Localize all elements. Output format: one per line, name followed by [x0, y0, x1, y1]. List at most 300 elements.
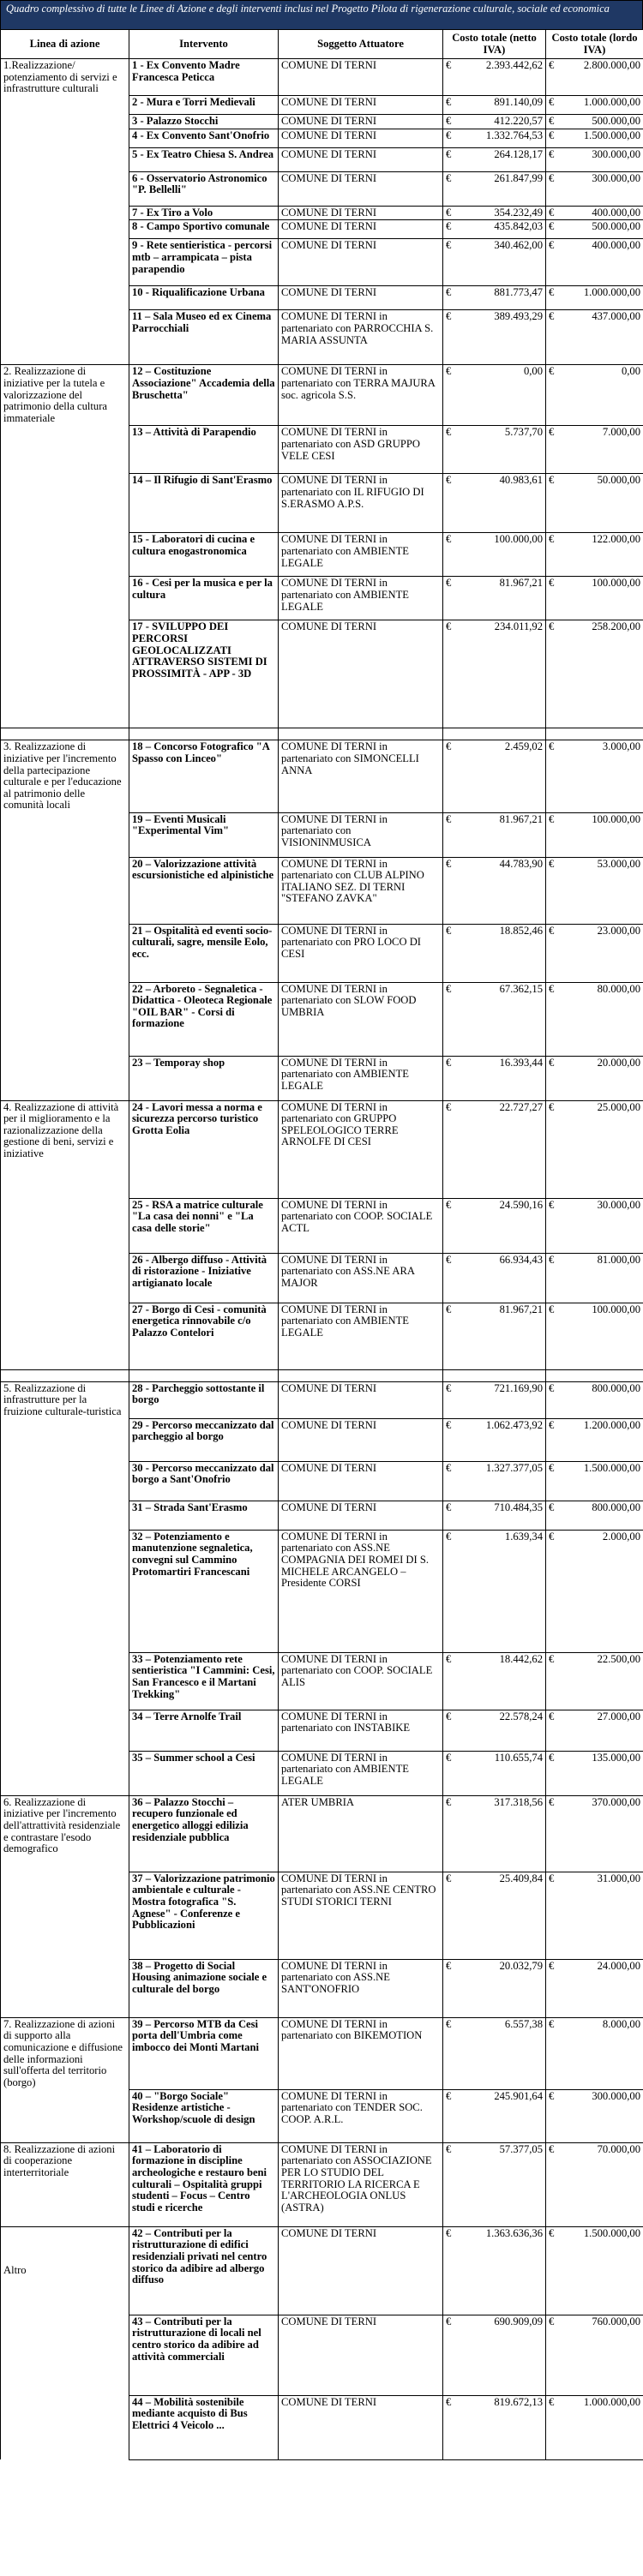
costo-netto-cell [443, 924, 546, 982]
linea-azione-cell [1, 533, 129, 577]
linea-azione-cell [1, 426, 129, 474]
intervento-cell: 34 – Terre Arnolfe Trail [129, 1710, 279, 1751]
intervento-cell: 5 - Ex Teatro Chiesa S. Andrea [129, 147, 279, 171]
costo-lordo-cell [546, 812, 643, 857]
linea-azione-cell [1, 1751, 129, 1795]
soggetto-cell: COMUNE DI TERNI [279, 206, 443, 220]
table-row [1, 812, 643, 857]
linea-azione-cell [1, 1530, 129, 1652]
costo-lordo-cell [546, 533, 643, 577]
currency-symbol: € [446, 2142, 452, 2155]
currency-symbol: € [446, 2089, 452, 2102]
costo-lordo-cell [546, 1056, 643, 1100]
soggetto-cell: COMUNE DI TERNI [279, 2315, 443, 2395]
intervento-cell: 27 - Borgo di Cesi - comunità energetica rinnovabile c/o Palazzo Contelori [129, 1303, 279, 1369]
intervento-cell: 14 – Il Rifugio di Sant'Erasmo [129, 474, 279, 533]
costo-lordo-cell [546, 577, 643, 620]
amount-value: 30.000,00 [597, 1198, 640, 1211]
costo-lordo-cell [546, 115, 643, 129]
table-row [1, 1461, 643, 1501]
linea-azione-cell [1, 2315, 129, 2395]
table-row [1, 206, 643, 220]
amount-value: 53.000,00 [597, 857, 640, 870]
currency-symbol: € [446, 310, 452, 323]
amount-value: 40.983,61 [499, 474, 543, 487]
currency-symbol: € [446, 740, 452, 753]
linea-azione-cell [1, 1501, 129, 1530]
costo-lordo-cell [546, 286, 643, 310]
soggetto-cell: COMUNE DI TERNI in partenariato con AMBIENTE LEGALE [279, 577, 443, 620]
linea-azione-cell [1, 620, 129, 728]
table-row [1, 1501, 643, 1530]
currency-symbol: € [549, 1056, 555, 1069]
soggetto-cell: COMUNE DI TERNI in partenariato con CLUB ALPINO ITALIANO SEZ. DI TERNI "STEFANO ZAVKA" [279, 857, 443, 924]
amount-value: 340.462,00 [494, 239, 543, 252]
costo-lordo-cell [546, 1100, 643, 1198]
currency-symbol: € [446, 1303, 452, 1315]
soggetto-cell: COMUNE DI TERNI in partenariato con AMBIENTE LEGALE [279, 1303, 443, 1369]
amount-value: 27.000,00 [597, 1710, 640, 1722]
intervento-cell: 18 – Concorso Fotografico "A Spasso con Linceo" [129, 740, 279, 812]
soggetto-cell: ATER UMBRIA [279, 1795, 443, 1872]
costo-lordo-cell [546, 310, 643, 365]
intervento-cell: 29 - Percorso meccanizzato dal parcheggio al borgo [129, 1418, 279, 1461]
currency-symbol: € [549, 740, 555, 753]
intervento-cell: 31 – Strada Sant'Erasmo [129, 1501, 279, 1530]
amount-value: 122.000,00 [592, 533, 640, 546]
currency-symbol: € [549, 220, 555, 233]
soggetto-cell: COMUNE DI TERNI in partenariato con BIKEMOTION [279, 2017, 443, 2089]
intervento-cell: 40 – "Borgo Sociale" Residenze artistiche - Workshop/scuole di design [129, 2089, 279, 2142]
amount-value: 100.000,00 [592, 1303, 640, 1315]
currency-symbol: € [549, 2226, 555, 2239]
costo-lordo-cell [546, 740, 643, 812]
costo-netto-cell [443, 1418, 546, 1461]
linea-azione-cell [1, 577, 129, 620]
amount-value: 1.062.473,92 [485, 1418, 543, 1431]
amount-value: 20.032,79 [499, 1959, 543, 1972]
linea-azione-cell [1, 1872, 129, 1959]
costo-netto-cell [443, 147, 546, 171]
costo-netto-cell [443, 1253, 546, 1303]
intervento-cell: 33 – Potenziamento rete sentieristica "I Cammini: Cesi, San Francesco e il Martani Trekking" [129, 1652, 279, 1710]
costo-lordo-cell [546, 1959, 643, 2017]
currency-symbol: € [446, 206, 452, 219]
costo-netto-cell [443, 1369, 546, 1381]
amount-value: 23.000,00 [597, 924, 640, 937]
costo-lordo-cell [546, 1652, 643, 1710]
amount-value: 100.000,00 [592, 812, 640, 825]
soggetto-cell: COMUNE DI TERNI [279, 620, 443, 728]
costo-lordo-cell [546, 620, 643, 728]
currency-symbol: € [446, 1872, 452, 1884]
table-row [1, 1959, 643, 2017]
amount-value: 400.000,00 [592, 206, 640, 219]
header-linea-azione: Linea di azione [1, 30, 129, 59]
soggetto-cell: COMUNE DI TERNI [279, 96, 443, 115]
amount-value: 1.200.000,00 [583, 1418, 640, 1431]
costo-netto-cell [443, 1795, 546, 1872]
table-row [1, 310, 643, 365]
costo-lordo-cell [546, 2395, 643, 2459]
currency-symbol: € [446, 147, 452, 160]
costo-lordo-cell [546, 1501, 643, 1530]
currency-symbol: € [446, 171, 452, 184]
soggetto-cell: COMUNE DI TERNI [279, 239, 443, 286]
costo-netto-cell [443, 59, 546, 96]
amount-value: 0,00 [621, 365, 640, 378]
intervento-cell: 24 - Lavori messa a norma e sicurezza percorso turistico Grotta Eolia [129, 1100, 279, 1198]
currency-symbol: € [446, 220, 452, 233]
costo-lordo-cell [546, 1198, 643, 1253]
costo-netto-cell [443, 129, 546, 147]
linea-azione-cell [1, 286, 129, 310]
amount-value: 891.140,09 [494, 96, 543, 109]
soggetto-cell: COMUNE DI TERNI in partenariato con ASS.NE ARA MAJOR [279, 1253, 443, 1303]
amount-value: 1.500.000,00 [583, 129, 640, 141]
soggetto-cell: COMUNE DI TERNI in partenariato con INSTABIKE [279, 1710, 443, 1751]
amount-value: 264.128,17 [494, 147, 543, 160]
amount-value: 1.639,34 [504, 1530, 543, 1543]
amount-value: 22.578,24 [499, 1710, 543, 1722]
currency-symbol: € [549, 1872, 555, 1884]
header-intervento: Intervento [129, 30, 279, 59]
currency-symbol: € [549, 1100, 555, 1113]
currency-symbol: € [549, 1253, 555, 1266]
table-row [1, 2017, 643, 2089]
intervento-cell: 7 - Ex Tiro a Volo [129, 206, 279, 220]
amount-value: 50.000,00 [597, 474, 640, 487]
currency-symbol: € [446, 474, 452, 487]
currency-symbol: € [446, 1710, 452, 1722]
intervento-cell: 1 - Ex Convento Madre Francesca Peticca [129, 59, 279, 96]
currency-symbol: € [549, 2315, 555, 2327]
soggetto-cell: COMUNE DI TERNI [279, 171, 443, 206]
intervento-cell: 11 – Sala Museo ed ex Cinema Parrocchiali [129, 310, 279, 365]
costo-netto-cell [443, 1872, 546, 1959]
costo-lordo-cell [546, 129, 643, 147]
table-row [1, 982, 643, 1056]
currency-symbol: € [446, 426, 452, 439]
currency-symbol: € [549, 1461, 555, 1474]
costo-netto-cell [443, 365, 546, 426]
costo-netto-cell [443, 474, 546, 533]
table-row [1, 577, 643, 620]
amount-value: 1.000.000,00 [583, 286, 640, 299]
costo-lordo-cell [546, 1381, 643, 1418]
linea-azione-cell [1, 1652, 129, 1710]
costo-netto-cell [443, 1381, 546, 1418]
soggetto-cell: COMUNE DI TERNI in partenariato con SIMONCELLI ANNA [279, 740, 443, 812]
amount-value: 800.000,00 [592, 1381, 640, 1394]
soggetto-cell: COMUNE DI TERNI in partenariato con AMBIENTE LEGALE [279, 1056, 443, 1100]
currency-symbol: € [549, 1501, 555, 1513]
amount-value: 317.318,56 [494, 1795, 543, 1808]
amount-value: 760.000,00 [592, 2315, 640, 2327]
soggetto-cell: COMUNE DI TERNI in partenariato con COOP. SOCIALE ALIS [279, 1652, 443, 1710]
amount-value: 400.000,00 [592, 239, 640, 252]
intervento-cell: 9 - Rete sentieristica - percorsi mtb – arrampicata – pista parapendio [129, 239, 279, 286]
intervento-cell: 23 – Temporay shop [129, 1056, 279, 1100]
table-row [1, 740, 643, 812]
currency-symbol: € [446, 577, 452, 590]
costo-lordo-cell [546, 2017, 643, 2089]
currency-symbol: € [549, 1795, 555, 1808]
costo-netto-cell [443, 812, 546, 857]
intervento-cell: 32 – Potenziamento e manutenzione segnaletica, convegni sul Cammino Protomartiri Francescani [129, 1530, 279, 1652]
currency-symbol: € [446, 1795, 452, 1808]
soggetto-cell: COMUNE DI TERNI [279, 1418, 443, 1461]
costo-netto-cell [443, 1710, 546, 1751]
intervento-cell: 42 – Contributi per la ristrutturazione di edifici residenziali privati nel centro storico da adibire ad albergo diffuso [129, 2226, 279, 2315]
costo-netto-cell [443, 982, 546, 1056]
amount-value: 710.484,35 [494, 1501, 543, 1513]
linea-azione-cell: 4. Realizzazione di attività per il miglioramento e la razionalizzazione della gestione di beni, servizi e iniziative [1, 1100, 129, 1198]
amount-value: 80.000,00 [597, 982, 640, 995]
costo-netto-cell [443, 1198, 546, 1253]
costo-lordo-cell [546, 1303, 643, 1369]
linea-azione-cell [1, 1710, 129, 1751]
costo-lordo-cell [546, 220, 643, 239]
intervento-cell: 2 - Mura e Torri Medievali [129, 96, 279, 115]
costo-netto-cell [443, 206, 546, 220]
amount-value: 370.000,00 [592, 1795, 640, 1808]
costo-lordo-cell [546, 1530, 643, 1652]
intervento-cell: 16 - Cesi per la musica e per la cultura [129, 577, 279, 620]
costo-lordo-cell [546, 1795, 643, 1872]
amount-value: 70.000,00 [597, 2142, 640, 2155]
intervento-cell [129, 1369, 279, 1381]
currency-symbol: € [446, 2017, 452, 2030]
table-row [1, 1751, 643, 1795]
costo-netto-cell [443, 426, 546, 474]
amount-value: 24.000,00 [597, 1959, 640, 1972]
costo-netto-cell [443, 1751, 546, 1795]
table-row [1, 220, 643, 239]
amount-value: 500.000,00 [592, 115, 640, 128]
amount-value: 44.783,90 [499, 857, 543, 870]
currency-symbol: € [549, 1381, 555, 1394]
table-row [1, 533, 643, 577]
linea-azione-cell: 1.Realizzazione/ potenziamento di servizi e infrastrutture culturali [1, 59, 129, 96]
intervento-cell: 4 - Ex Convento Sant'Onofrio [129, 129, 279, 147]
currency-symbol: € [446, 59, 452, 71]
costo-lordo-cell [546, 1461, 643, 1501]
table-row [1, 1056, 643, 1100]
amount-value: 24.590,16 [499, 1198, 543, 1211]
linea-azione-cell: 8. Realizzazione di azioni di cooperazione interterritoriale [1, 2142, 129, 2226]
intervento-cell: 20 – Valorizzazione attività escursionistiche ed alpinistiche [129, 857, 279, 924]
table-row [1, 286, 643, 310]
currency-symbol: € [549, 1418, 555, 1431]
intervento-cell: 30 - Percorso meccanizzato dal borgo a Sant'Onofrio [129, 1461, 279, 1501]
currency-symbol: € [446, 129, 452, 141]
amount-value: 245.901,64 [494, 2089, 543, 2102]
amount-value: 881.773,47 [494, 286, 543, 299]
amount-value: 3.000,00 [602, 740, 640, 753]
table-header-row [1, 30, 643, 59]
currency-symbol: € [549, 620, 555, 633]
table-row [1, 1381, 643, 1418]
intervento-cell: 36 – Palazzo Stocchi – recupero funzionale ed energetico alloggi edilizia residenziale pubblica [129, 1795, 279, 1872]
linea-azione-cell [1, 220, 129, 239]
intervento-cell: 44 – Mobilità sostenibile mediante acquisto di Bus Elettrici 4 Veicolo ... [129, 2395, 279, 2459]
currency-symbol: € [446, 1501, 452, 1513]
costo-lordo-cell [546, 2089, 643, 2142]
intervento-cell: 43 – Contributi per la ristrutturazione di locali nel centro storico da adibire ad attività commerciali [129, 2315, 279, 2395]
amount-value: 18.852,46 [499, 924, 543, 937]
amount-value: 1.000.000,00 [583, 2395, 640, 2408]
linea-azione-cell [1, 96, 129, 115]
amount-value: 8.000,00 [602, 2017, 640, 2030]
soggetto-cell: COMUNE DI TERNI in partenariato con ASD GRUPPO VELE CESI [279, 426, 443, 474]
costo-netto-cell [443, 2315, 546, 2395]
costo-lordo-cell [546, 426, 643, 474]
intervento-cell: 8 - Campo Sportivo comunale [129, 220, 279, 239]
costo-netto-cell [443, 220, 546, 239]
costo-lordo-cell [546, 239, 643, 286]
linea-azione-cell: 7. Realizzazione di azioni di supporto alla comunicazione e diffusione delle informazioni sull'offerta del territorio (borgo) [1, 2017, 129, 2089]
table-row [1, 1872, 643, 1959]
soggetto-cell: COMUNE DI TERNI in partenariato con ASSOCIAZIONE PER LO STUDIO DEL TERRITORIO LA RICERCA E L'ARCHEOLOGIA ONLUS (ASTRA) [279, 2142, 443, 2226]
soggetto-cell: COMUNE DI TERNI in partenariato con SLOW FOOD UMBRIA [279, 982, 443, 1056]
amount-value: 81.967,21 [499, 812, 543, 825]
costo-netto-cell [443, 1100, 546, 1198]
linea-azione-cell [1, 1303, 129, 1369]
soggetto-cell: COMUNE DI TERNI in partenariato con AMBIENTE LEGALE [279, 1751, 443, 1795]
costo-lordo-cell [546, 982, 643, 1056]
amount-value: 25.000,00 [597, 1100, 640, 1113]
soggetto-cell: COMUNE DI TERNI [279, 1381, 443, 1418]
amount-value: 300.000,00 [592, 2089, 640, 2102]
table-row [1, 2315, 643, 2395]
linea-azione-cell [1, 129, 129, 147]
currency-symbol: € [549, 1710, 555, 1722]
currency-symbol: € [446, 1959, 452, 1972]
table-caption: Quadro complessivo di tutte le Linee di Azione e degli interventi inclusi nel Progetto Pilota di rigenerazione culturale, sociale ed economica [0, 0, 643, 29]
currency-symbol: € [549, 96, 555, 109]
amount-value: 819.672,13 [494, 2395, 543, 2408]
amount-value: 2.000,00 [602, 1530, 640, 1543]
intervento-cell: 25 - RSA a matrice culturale "La casa dei nonni" e "La casa delle storie" [129, 1198, 279, 1253]
currency-symbol: € [549, 426, 555, 439]
amount-value: 31.000,00 [597, 1872, 640, 1884]
table-row [1, 426, 643, 474]
linea-azione-cell [1, 1253, 129, 1303]
costo-lordo-cell [546, 1253, 643, 1303]
intervento-cell: 28 - Parcheggio sottostante il borgo [129, 1381, 279, 1418]
intervento-cell: 13 – Attività di Parapendio [129, 426, 279, 474]
amount-value: 412.220,57 [494, 115, 543, 128]
costo-netto-cell [443, 857, 546, 924]
amount-value: 81.967,21 [499, 577, 543, 590]
linea-azione-cell: Altro [1, 2226, 129, 2315]
currency-symbol: € [446, 982, 452, 995]
currency-symbol: € [446, 286, 452, 299]
currency-symbol: € [549, 365, 555, 378]
currency-symbol: € [549, 1303, 555, 1315]
linea-azione-cell: 6. Realizzazione di iniziative per l'incremento dell'attrattività residenziale e contrastare l'esodo demografico [1, 1795, 129, 1872]
amount-value: 110.655,74 [494, 1751, 543, 1764]
table-row [1, 1418, 643, 1461]
table-row [1, 2226, 643, 2315]
intervento-cell: 3 - Palazzo Stocchi [129, 115, 279, 129]
currency-symbol: € [549, 2089, 555, 2102]
currency-symbol: € [446, 1530, 452, 1543]
costo-netto-cell [443, 1959, 546, 2017]
amount-value: 0,00 [523, 365, 543, 378]
soggetto-cell: COMUNE DI TERNI [279, 59, 443, 96]
amount-value: 2.459,02 [504, 740, 543, 753]
amount-value: 5.737,70 [504, 426, 543, 439]
currency-symbol: € [549, 171, 555, 184]
amount-value: 22.500,00 [597, 1652, 640, 1665]
linea-azione-cell [1, 1198, 129, 1253]
soggetto-cell: COMUNE DI TERNI in partenariato con TENDER SOC. COOP. A.R.L. [279, 2089, 443, 2142]
costo-lordo-cell [546, 1710, 643, 1751]
amount-value: 81.000,00 [597, 1253, 640, 1266]
costo-netto-cell [443, 310, 546, 365]
currency-symbol: € [549, 924, 555, 937]
intervento-cell: 38 – Progetto di Social Housing animazione sociale e culturale del borgo [129, 1959, 279, 2017]
amount-value: 437.000,00 [592, 310, 640, 323]
costo-netto-cell [443, 1461, 546, 1501]
costo-lordo-cell [546, 59, 643, 96]
table-row [1, 1795, 643, 1872]
costo-lordo-cell [546, 96, 643, 115]
table-row [1, 147, 643, 171]
currency-symbol: € [549, 577, 555, 590]
costo-netto-cell [443, 1056, 546, 1100]
table-row [1, 1710, 643, 1751]
amount-value: 66.934,43 [499, 1253, 543, 1266]
amount-value: 22.727,27 [499, 1100, 543, 1113]
amount-value: 435.842,03 [494, 220, 543, 233]
linea-azione-cell [1, 2089, 129, 2142]
linea-azione-cell [1, 147, 129, 171]
currency-symbol: € [549, 533, 555, 546]
intervento-cell: 22 – Arboreto - Segnaletica - Didattica - Oleoteca Regionale "OIL BAR" - Corsi di formazione [129, 982, 279, 1056]
currency-symbol: € [446, 857, 452, 870]
currency-symbol: € [549, 2142, 555, 2155]
currency-symbol: € [446, 812, 452, 825]
currency-symbol: € [549, 1959, 555, 1972]
linea-azione-cell [1, 2395, 129, 2459]
linea-azione-cell [1, 239, 129, 286]
soggetto-cell [279, 728, 443, 740]
costo-lordo-cell [546, 147, 643, 171]
currency-symbol: € [549, 2017, 555, 2030]
linea-azione-cell [1, 857, 129, 924]
table-row [1, 1652, 643, 1710]
costo-netto-cell [443, 2089, 546, 2142]
costo-lordo-cell [546, 728, 643, 740]
currency-symbol: € [446, 1056, 452, 1069]
currency-symbol: € [549, 115, 555, 128]
intervento-cell: 15 - Laboratori di cucina e cultura enogastronomica [129, 533, 279, 577]
costo-lordo-cell [546, 206, 643, 220]
table-row [1, 474, 643, 533]
currency-symbol: € [446, 620, 452, 633]
linea-azione-cell: 2. Realizzazione di iniziative per la tutela e valorizzazione del patrimonio della cultura immateriale [1, 365, 129, 426]
soggetto-cell: COMUNE DI TERNI [279, 2395, 443, 2459]
amount-value: 1.500.000,00 [583, 2226, 640, 2239]
linea-azione-cell [1, 812, 129, 857]
intervento-cell: 17 - SVILUPPO DEI PERCORSI GEOLOCALIZZATI ATTRAVERSO SISTEMI DI PROSSIMITÀ - APP - 3D [129, 620, 279, 728]
spacer-row [1, 1369, 643, 1381]
costo-lordo-cell [546, 857, 643, 924]
currency-symbol: € [549, 286, 555, 299]
